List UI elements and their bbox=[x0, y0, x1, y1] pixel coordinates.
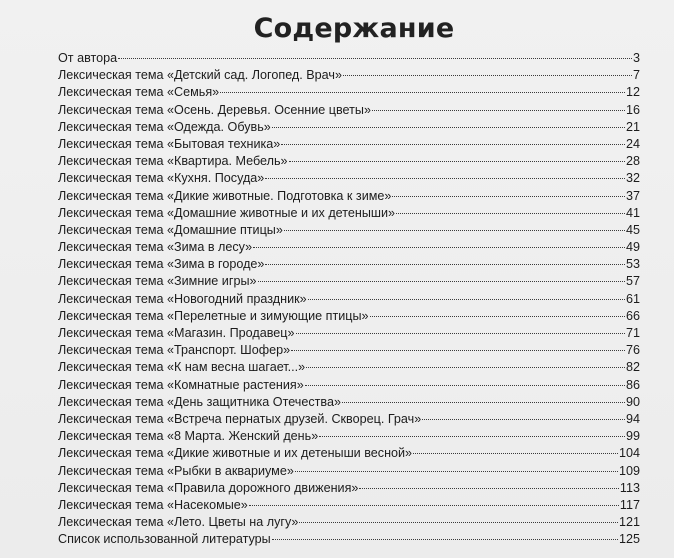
dot-leader bbox=[306, 367, 625, 368]
toc-entry bbox=[58, 445, 640, 462]
toc-entry-title: Лексическая тема «Транспорт. Шофер» bbox=[58, 343, 291, 358]
toc-entry-title: Лексическая тема «Правила дорожного движения» bbox=[58, 480, 359, 495]
toc-entry-page-number: 90 bbox=[625, 394, 640, 409]
dot-leader bbox=[370, 316, 625, 317]
dot-leader bbox=[118, 58, 632, 59]
dot-leader bbox=[296, 333, 625, 334]
toc-entry bbox=[58, 342, 640, 359]
dot-leader bbox=[299, 522, 618, 523]
toc-entry-title: Лексическая тема «Рыбки в аквариуме» bbox=[58, 463, 294, 478]
dot-leader bbox=[372, 110, 625, 111]
toc-entry-title: Лексическая тема «Зима в лесу» bbox=[58, 240, 253, 255]
toc-entry-title: Лексическая тема «Бытовая техника» bbox=[58, 136, 281, 151]
toc-entry-page-number: 71 bbox=[625, 326, 640, 340]
toc-entry-page-number: 61 bbox=[625, 291, 640, 306]
toc-entry bbox=[58, 308, 640, 325]
dot-leader bbox=[284, 230, 625, 231]
dot-leader bbox=[343, 75, 632, 76]
toc-entry-page-number: 86 bbox=[625, 377, 640, 392]
dot-leader bbox=[422, 419, 625, 420]
toc-entry-page-number: 3 bbox=[632, 51, 640, 65]
toc-entry-page-number: 109 bbox=[618, 463, 640, 478]
toc-entry-page-number: 104 bbox=[618, 446, 640, 461]
toc-entry bbox=[58, 514, 640, 531]
dot-leader bbox=[272, 539, 618, 540]
toc-entry-page-number: 45 bbox=[625, 222, 640, 237]
table-of-contents bbox=[58, 50, 640, 548]
toc-entry bbox=[58, 463, 640, 480]
toc-entry-title: От автора bbox=[58, 51, 118, 65]
toc-entry-title: Лексическая тема «Осень. Деревья. Осенние цветы» bbox=[58, 102, 371, 117]
toc-entry-page-number: 57 bbox=[625, 274, 640, 289]
page-title: Содержание bbox=[253, 13, 455, 44]
toc-entry-page-number: 7 bbox=[632, 68, 640, 83]
toc-entry bbox=[58, 480, 640, 497]
dot-leader bbox=[291, 350, 625, 351]
dot-leader bbox=[413, 453, 618, 454]
toc-entry-title: Лексическая тема «Квартира. Мебель» bbox=[58, 154, 288, 169]
toc-entry-title: Лексическая тема «Встреча пернатых друзей. Скворец. Грач» bbox=[58, 411, 422, 426]
toc-entry-page-number: 49 bbox=[625, 240, 640, 255]
toc-entry bbox=[58, 325, 640, 342]
toc-entry bbox=[58, 67, 640, 84]
dot-leader bbox=[392, 196, 625, 197]
toc-entry-page-number: 28 bbox=[625, 154, 640, 169]
toc-entry bbox=[58, 102, 640, 119]
toc-entry bbox=[58, 239, 640, 256]
toc-entry-page-number: 113 bbox=[619, 480, 640, 495]
toc-entry-title: Лексическая тема «Одежда. Обувь» bbox=[58, 119, 271, 134]
toc-entry bbox=[58, 359, 640, 376]
toc-entry bbox=[58, 497, 640, 514]
toc-entry bbox=[58, 531, 640, 548]
dot-leader bbox=[295, 471, 618, 472]
toc-entry-page-number: 32 bbox=[625, 171, 640, 186]
toc-entry-title: Лексическая тема «Домашние птицы» bbox=[58, 222, 283, 237]
toc-entry-page-number: 99 bbox=[625, 429, 640, 444]
dot-leader bbox=[319, 436, 625, 437]
toc-entry-page-number: 121 bbox=[618, 515, 640, 530]
dot-leader bbox=[305, 385, 625, 386]
toc-entry-title: Лексическая тема «8 Марта. Женский день» bbox=[58, 429, 319, 444]
toc-entry-page-number: 24 bbox=[625, 136, 640, 151]
dot-leader bbox=[258, 281, 625, 282]
toc-entry bbox=[58, 428, 640, 445]
toc-entry bbox=[58, 136, 640, 153]
dot-leader bbox=[359, 488, 619, 489]
toc-entry bbox=[58, 394, 640, 411]
dot-leader bbox=[220, 92, 625, 93]
dot-leader bbox=[308, 299, 625, 300]
dot-leader bbox=[281, 144, 625, 145]
toc-entry-title: Лексическая тема «Дикие животные и их детеныши весной» bbox=[58, 446, 413, 461]
toc-entry bbox=[58, 222, 640, 239]
toc-entry-page-number: 37 bbox=[625, 188, 640, 203]
toc-entry bbox=[58, 170, 640, 187]
dot-leader bbox=[265, 178, 625, 179]
dot-leader bbox=[249, 505, 619, 506]
toc-entry-page-number: 21 bbox=[625, 119, 640, 134]
toc-entry-title: Лексическая тема «Зимние игры» bbox=[58, 274, 257, 289]
toc-entry-page-number: 41 bbox=[625, 205, 640, 220]
toc-entry-page-number: 66 bbox=[625, 308, 640, 323]
toc-entry-title: Лексическая тема «Дикие животные. Подготовка к зиме» bbox=[58, 188, 392, 203]
toc-entry-title: Лексическая тема «Магазин. Продавец» bbox=[58, 326, 295, 340]
toc-entry bbox=[58, 153, 640, 170]
dot-leader bbox=[289, 161, 625, 162]
toc-entry-title: Лексическая тема «Комнатные растения» bbox=[58, 377, 304, 392]
toc-entry bbox=[58, 377, 640, 394]
toc-entry-page-number: 94 bbox=[625, 411, 640, 426]
toc-entry-title: Лексическая тема «Семья» bbox=[58, 85, 220, 100]
toc-entry-page-number: 12 bbox=[625, 85, 640, 100]
toc-entry bbox=[58, 188, 640, 205]
toc-entry bbox=[58, 291, 640, 308]
toc-entry-page-number: 117 bbox=[619, 497, 640, 512]
toc-entry-page-number: 76 bbox=[625, 343, 640, 358]
toc-entry-title: Список использованной литературы bbox=[58, 532, 271, 547]
toc-entry-title: Лексическая тема «Перелетные и зимующие птицы» bbox=[58, 308, 369, 323]
toc-entry bbox=[58, 119, 640, 136]
toc-entry bbox=[58, 411, 640, 428]
dot-leader bbox=[342, 402, 625, 403]
toc-entry bbox=[58, 50, 640, 67]
dot-leader bbox=[396, 213, 625, 214]
toc-entry bbox=[58, 256, 640, 273]
toc-entry-page-number: 125 bbox=[618, 532, 640, 547]
toc-entry-title: Лексическая тема «Детский сад. Логопед. Врач» bbox=[58, 68, 342, 83]
toc-entry-title: Лексическая тема «Кухня. Посуда» bbox=[58, 171, 265, 186]
toc-entry-page-number: 53 bbox=[625, 257, 640, 272]
toc-entry bbox=[58, 84, 640, 101]
dot-leader bbox=[272, 127, 625, 128]
toc-entry-title: Лексическая тема «Лето. Цветы на лугу» bbox=[58, 515, 299, 530]
toc-entry-title: Лексическая тема «День защитника Отечества» bbox=[58, 394, 341, 409]
toc-entry-title: Лексическая тема «Зима в городе» bbox=[58, 257, 265, 272]
dot-leader bbox=[265, 264, 625, 265]
dot-leader bbox=[253, 247, 625, 248]
toc-entry-page-number: 82 bbox=[625, 360, 640, 375]
toc-entry-title: Лексическая тема «Новогодний праздник» bbox=[58, 291, 307, 306]
toc-entry-page-number: 16 bbox=[625, 102, 640, 117]
toc-entry-title: Лексическая тема «Насекомые» bbox=[58, 497, 248, 512]
toc-entry-title: Лексическая тема «Домашние животные и их детеныши» bbox=[58, 205, 396, 220]
toc-entry-title: Лексическая тема «К нам весна шагает...» bbox=[58, 360, 306, 375]
toc-entry bbox=[58, 205, 640, 222]
toc-entry bbox=[58, 273, 640, 290]
